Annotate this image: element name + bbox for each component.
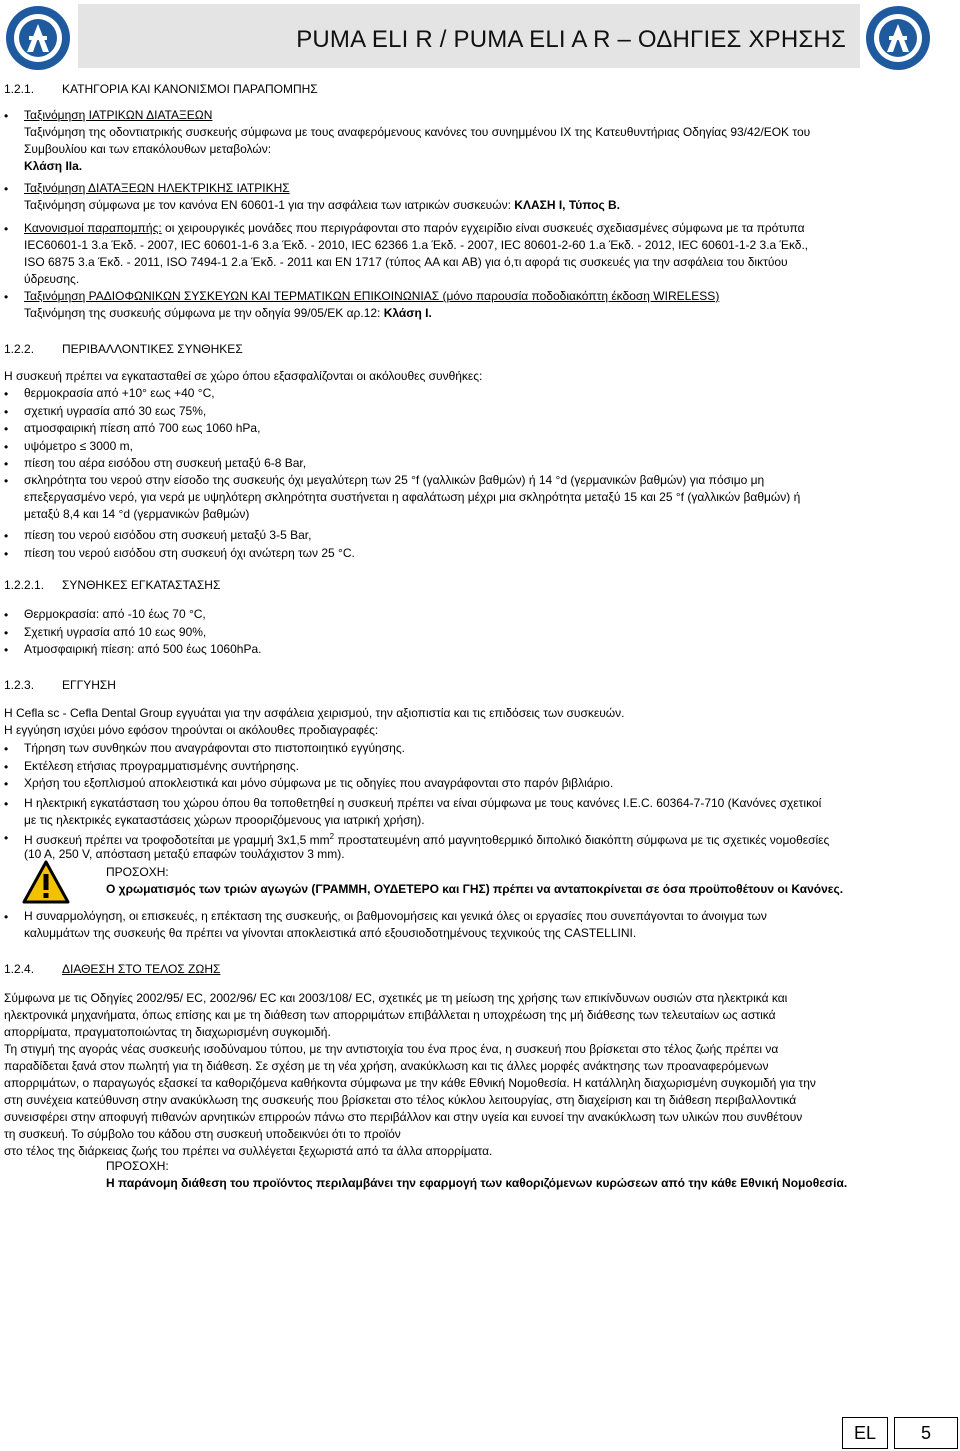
- bullet: •: [4, 625, 9, 640]
- paragraph-line: ISO 6875 3.a Έκδ. - 2011, ISO 7494-1 2.a Έκδ. - 2011 και EN 1717 (τύπος AA και AB) για ό,τι αφορά τις συσκευές για την ασφάλεια του δικτύου: [24, 255, 788, 269]
- paragraph-line: συνεισφέρει στην αποφυγή πιθανών αρνητικών επιρροών πάνω στο περιβάλλον και στην υγεία και ευνοεί την ανακύκλωση των υλικών που συνθέτουν: [4, 1110, 803, 1124]
- section-heading: 1.2.1. ΚΑΤΗΓΟΡΙΑ ΚΑΙ ΚΑΝΟΝΙΣΜΟΙ ΠΑΡΑΠΟΜΠΗΣ: [4, 82, 318, 96]
- bullet: •: [4, 290, 9, 304]
- paragraph-line: Ταξινόμηση της οδοντιατρικής συσκευής σύμφωνα με τους αναφερόμενους κανόνες του συνημμένου IX της Κατευθυντήριας Οδηγίας 93/42/ΕΟΚ του: [24, 125, 811, 139]
- bullet-heading: Ταξινόμηση ΙΑΤΡΙΚΩΝ ΔΙΑΤΑΞΕΩΝ: [24, 108, 213, 122]
- paragraph-line: Η συσκευή πρέπει να τροφοδοτείται με γραμμή 3x1,5 $mm^2$ προστατευμένη από μαγνητοθερμικό διπολικό διακόπτη σύμφωνα με τις σχετικές νομοθεσίες: [24, 832, 830, 847]
- bullet: •: [4, 759, 9, 774]
- bullet: •: [4, 422, 9, 436]
- bullet: •: [4, 910, 9, 924]
- list-item: Σχετική υγρασία από 10 εως 90%,: [24, 624, 207, 639]
- paragraph-line: Ταξινόμηση σύμφωνα με τον κανόνα EN 60601-1 για την ασφάλεια των ιατρικών συσκευών: ΚΛΑΣΗ I, Τύπος B.: [24, 198, 621, 212]
- bullet: •: [4, 546, 9, 561]
- language-badge: EL: [842, 1417, 888, 1449]
- bullet: •: [4, 831, 9, 845]
- list-item: Χρήση του εξοπλισμού αποκλειστικά και μόνο σύμφωνα με τις οδηγίες που αναγράφονται στο παρόν βιβλιάριο.: [24, 776, 614, 790]
- section-heading: 1.2.2. ΠΕΡΙΒΑΛΛΟΝΤΙΚΕΣ ΣΥΝΘΗΚΕΣ: [4, 342, 243, 356]
- paragraph-line: ύδρευσης.: [24, 272, 80, 286]
- bullet: •: [4, 608, 9, 622]
- bullet: •: [4, 777, 9, 791]
- paragraph-line: Ταξινόμηση της συσκευής σύμφωνα με την οδηγία 99/05/ΕΚ αρ.12: Κλάση I.: [24, 306, 432, 320]
- paragraph-line: IEC60601-1 3.a Έκδ. - 2007, IEC 60601-1-6 3.a Έκδ. - 2010, IEC 62366 1.a Έκδ. - 2007, IEC 80601-2-60 1.a Έκδ. - 2012, IEC 60601-1-2 3.a Έκδ.,: [24, 238, 809, 252]
- bullet-heading: Ταξινόμηση ΡΑΔΙΟΦΩΝΙΚΩΝ ΣΥΣΚΕΥΩΝ ΚΑΙ ΤΕΡΜΑΤΙΚΩΝ ΕΠΙΚΟΙΝΩΝΙΑΣ (μόνο παρουσία ποδοδιακόπτη έκδοση WIRELESS): [24, 289, 720, 303]
- warning-heading: ΠΡΟΣΟΧΗ:: [106, 865, 169, 879]
- bullet: •: [4, 404, 9, 419]
- list-item: πίεση του νερού εισόδου στη συσκευή όχι ανώτερη των 25 °C.: [24, 545, 355, 560]
- castellini-logo: [4, 4, 72, 72]
- bullet: •: [4, 439, 9, 454]
- bullet: •: [4, 109, 9, 123]
- paragraph-line: Η συναρμολόγηση, οι επισκευές, η επέκταση της συσκευής, οι βαθμονομήσεις και γενικά όλες οι εργασίες που συνεπάγονται το άνοιγμα των: [24, 909, 767, 923]
- paragraph-line: Η Cefla sc - Cefla Dental Group εγγυάται για την ασφάλεια χειρισμού, την αξιοπιστία και τις επιδόσεις των συσκευών.: [4, 706, 625, 720]
- list-item: Ατμοσφαιρική πίεση: από 500 έως 1060hPa.: [24, 642, 262, 656]
- header-band: [78, 4, 860, 68]
- bullet: •: [4, 529, 9, 543]
- list-item: ατμοσφαιρική πίεση από 700 εως 1060 hPa,: [24, 421, 261, 435]
- list-item: Εκτέλεση ετήσιας προγραμματισμένης συντήρησης.: [24, 758, 300, 773]
- paragraph-line: με τις ηλεκτρικές εγκαταστάσεις χώρων προοριζόμενους για ιατρική χρήση).: [24, 813, 425, 827]
- warning-text: Η παράνομη διάθεση του προϊόντος περιλαμβάνει την εφαρμογή των καθοριζόμενων κυρώσεων από την κάθε Εθνική Νομοθεσία.: [106, 1176, 848, 1190]
- list-item: υψόμετρο ≤ 3000 m,: [24, 438, 133, 453]
- paragraph-line: μεταξύ 8,4 και 14 °d (γερμανικών βαθμών): [24, 507, 250, 521]
- bullet: •: [4, 387, 9, 401]
- paragraph-line: τη συσκευή. Το σύμβολο του κάδου στη συσκευή υποδεικνύει ότι το προϊόν: [4, 1127, 401, 1141]
- warning-icon: [22, 860, 70, 904]
- list-item: πίεση του αέρα εισόδου στη συσκευή μεταξύ 6-8 Bar,: [24, 456, 307, 470]
- bullet: •: [4, 474, 9, 488]
- paragraph-line: Η εγγύηση ισχύει μόνο εφόσον τηρούνται οι ακόλουθες προδιαγραφές:: [4, 723, 379, 737]
- bullet-heading: Ταξινόμηση ΔΙΑΤΑΞΕΩΝ ΗΛΕΚΤΡΙΚΗΣ ΙΑΤΡΙΚΗΣ: [24, 181, 290, 195]
- paragraph-line: Σύμφωνα με τις Οδηγίες 2002/95/ EC, 2002/96/ EC και 2003/108/ EC, σχετικές με τη μείωση της χρήσης των επικίνδυνων ουσιών στα ηλεκτρικά και: [4, 991, 788, 1005]
- paragraph-line: σκληρότητα του νερού στην είσοδο της συσκευής όχι μεγαλύτερη των 25 °f (γαλλικών βαθμών) ή 14 °d (γερμανικών βαθμών) για πόσιμο μη: [24, 473, 765, 487]
- list-item: Τήρηση των συνθηκών που αναγράφονται στο πιστοποιητικό εγγύησης.: [24, 741, 405, 755]
- paragraph-line: Η ηλεκτρική εγκατάσταση του χώρου όπου θα τοποθετηθεί η συσκευή πρέπει να είναι σύμφωνα με τους κανόνες I.E.C. 60364-7-710 (Κανόνες σχετικοί: [24, 796, 822, 810]
- list-item: πίεση του νερού εισόδου στη συσκευή μεταξύ 3-5 Bar,: [24, 528, 312, 542]
- paragraph-line: Τη στιγμή της αγοράς νέας συσκευής ισοδύναμου τύπου, με την αντιστοιχία του ένα προς ένα, η συσκευή που βρίσκεται στο τέλος ζωής πρέπει να: [4, 1042, 779, 1056]
- bullet: •: [4, 643, 9, 657]
- paragraph-line: απορρίματα, πραγματοποιώντας τη διαχωρισμένη συγκομιδή.: [4, 1025, 331, 1039]
- paragraph-line: στη συνέχεια κατεύθυνση στην ανακύκλωση της συσκευής που βρίσκεται στο τέλος κύκλου λειτουργίας, στη διαχείριση και τη διάθεση περιβαλλοντικά: [4, 1093, 797, 1107]
- bullet: •: [4, 222, 9, 236]
- paragraph-line: απορριμάτων, ο παραγωγός εξασκεί τα καθοριζόμενα καθήκοντα σύμφωνα με την κάθε Εθνική Νομοθεσία. Η κατάλληλη διαχωρισμένη συγκομιδή για την: [4, 1076, 816, 1090]
- section-heading: 1.2.4. ΔΙΑΘΕΣΗ ΣΤΟ ΤΕΛΟΣ ΖΩΗΣ: [4, 962, 221, 976]
- paragraph-line: Κανονισμοί παραπομπής: οι χειρουργικές μονάδες που περιγράφονται στο παρόν εγχειρίδιο είναι συσκευές σχεδιασμένες σύμφωνα με τα πρότυπα: [24, 221, 805, 235]
- paragraph-line: παραδίδεται ξανά στον πωλητή για τη διάθεση. Σε σχέση με τη νέα χρήση, ανακύκλωση και τις άλλες μορφές ανάκτησης των προαναφερόμενων: [4, 1059, 769, 1073]
- section-heading: 1.2.3. ΕΓΓΥΗΣΗ: [4, 678, 116, 692]
- list-item: σχετική υγρασία από 30 εως 75%,: [24, 403, 207, 418]
- paragraph-line: (10 A, 250 V, απόσταση μεταξύ επαφών τουλάχιστον 3 mm).: [24, 847, 345, 861]
- page-number: 5: [894, 1417, 958, 1449]
- castellini-logo-right: [864, 4, 932, 72]
- warning-text: Ο χρωματισμός των τριών αγωγών (ΓΡΑΜΜΗ, ΟΥΔΕΤΕΡΟ και ΓΗΣ) πρέπει να ανταποκρίνεται σε όσα προϋποθέτουν οι Κανόνες.: [106, 882, 844, 896]
- warning-heading: ΠΡΟΣΟΧΗ:: [106, 1159, 169, 1173]
- paragraph-bold: Κλάση IIa.: [24, 159, 83, 173]
- section-heading: 1.2.2.1. ΣΥΝΘΗΚΕΣ ΕΓΚΑΤΑΣΤΑΣΗΣ: [4, 578, 221, 592]
- page-title: PUMA ELI R / PUMA ELI A R – ΟΔΗΓΙΕΣ ΧΡΗΣΗΣ: [296, 26, 846, 53]
- bullet: •: [4, 182, 9, 196]
- paragraph-line: ηλεκτρονικά μηχανήματα, όπως επίσης και με τη διάθεση των απορριμάτων επιβάλλεται η υποχρέωση της μή διάθεσης των τελευταίων ως αστικά: [4, 1008, 776, 1022]
- paragraph-line: καλυμμάτων της συσκευής θα πρέπει να γίνονται αποκλειστικά από εξουσιοδοτημένους τεχνικούς της CASTELLINI.: [24, 926, 637, 940]
- list-item: Θερμοκρασία: από -10 έως 70 °C,: [24, 607, 206, 621]
- paragraph-line: στο τέλος της διάρκειας ζωής του πρέπει να συλλέγεται ξεχωριστά από τα άλλα απορρίματα.: [4, 1144, 493, 1158]
- bullet: •: [4, 457, 9, 471]
- paragraph-line: επεξεργασμένο νερό, για νερά με υψηλότερη σκληρότητα συστήνεται η αφαλάτωση μέχρι μια σκληρότητα μεταξύ 15 και 25 °f (γαλλικών βαθμών) ή: [24, 490, 801, 504]
- bullet: •: [4, 742, 9, 756]
- bullet: •: [4, 797, 9, 811]
- paragraph-line: Η συσκευή πρέπει να εγκατασταθεί σε χώρο όπου εξασφαλίζονται οι ακόλουθες συνθήκες:: [4, 369, 483, 383]
- paragraph-line: Συμβουλίου και των επακόλουθων μεταβολών:: [24, 142, 272, 156]
- list-item: θερμοκρασία από +10° εως +40 °C,: [24, 386, 215, 400]
